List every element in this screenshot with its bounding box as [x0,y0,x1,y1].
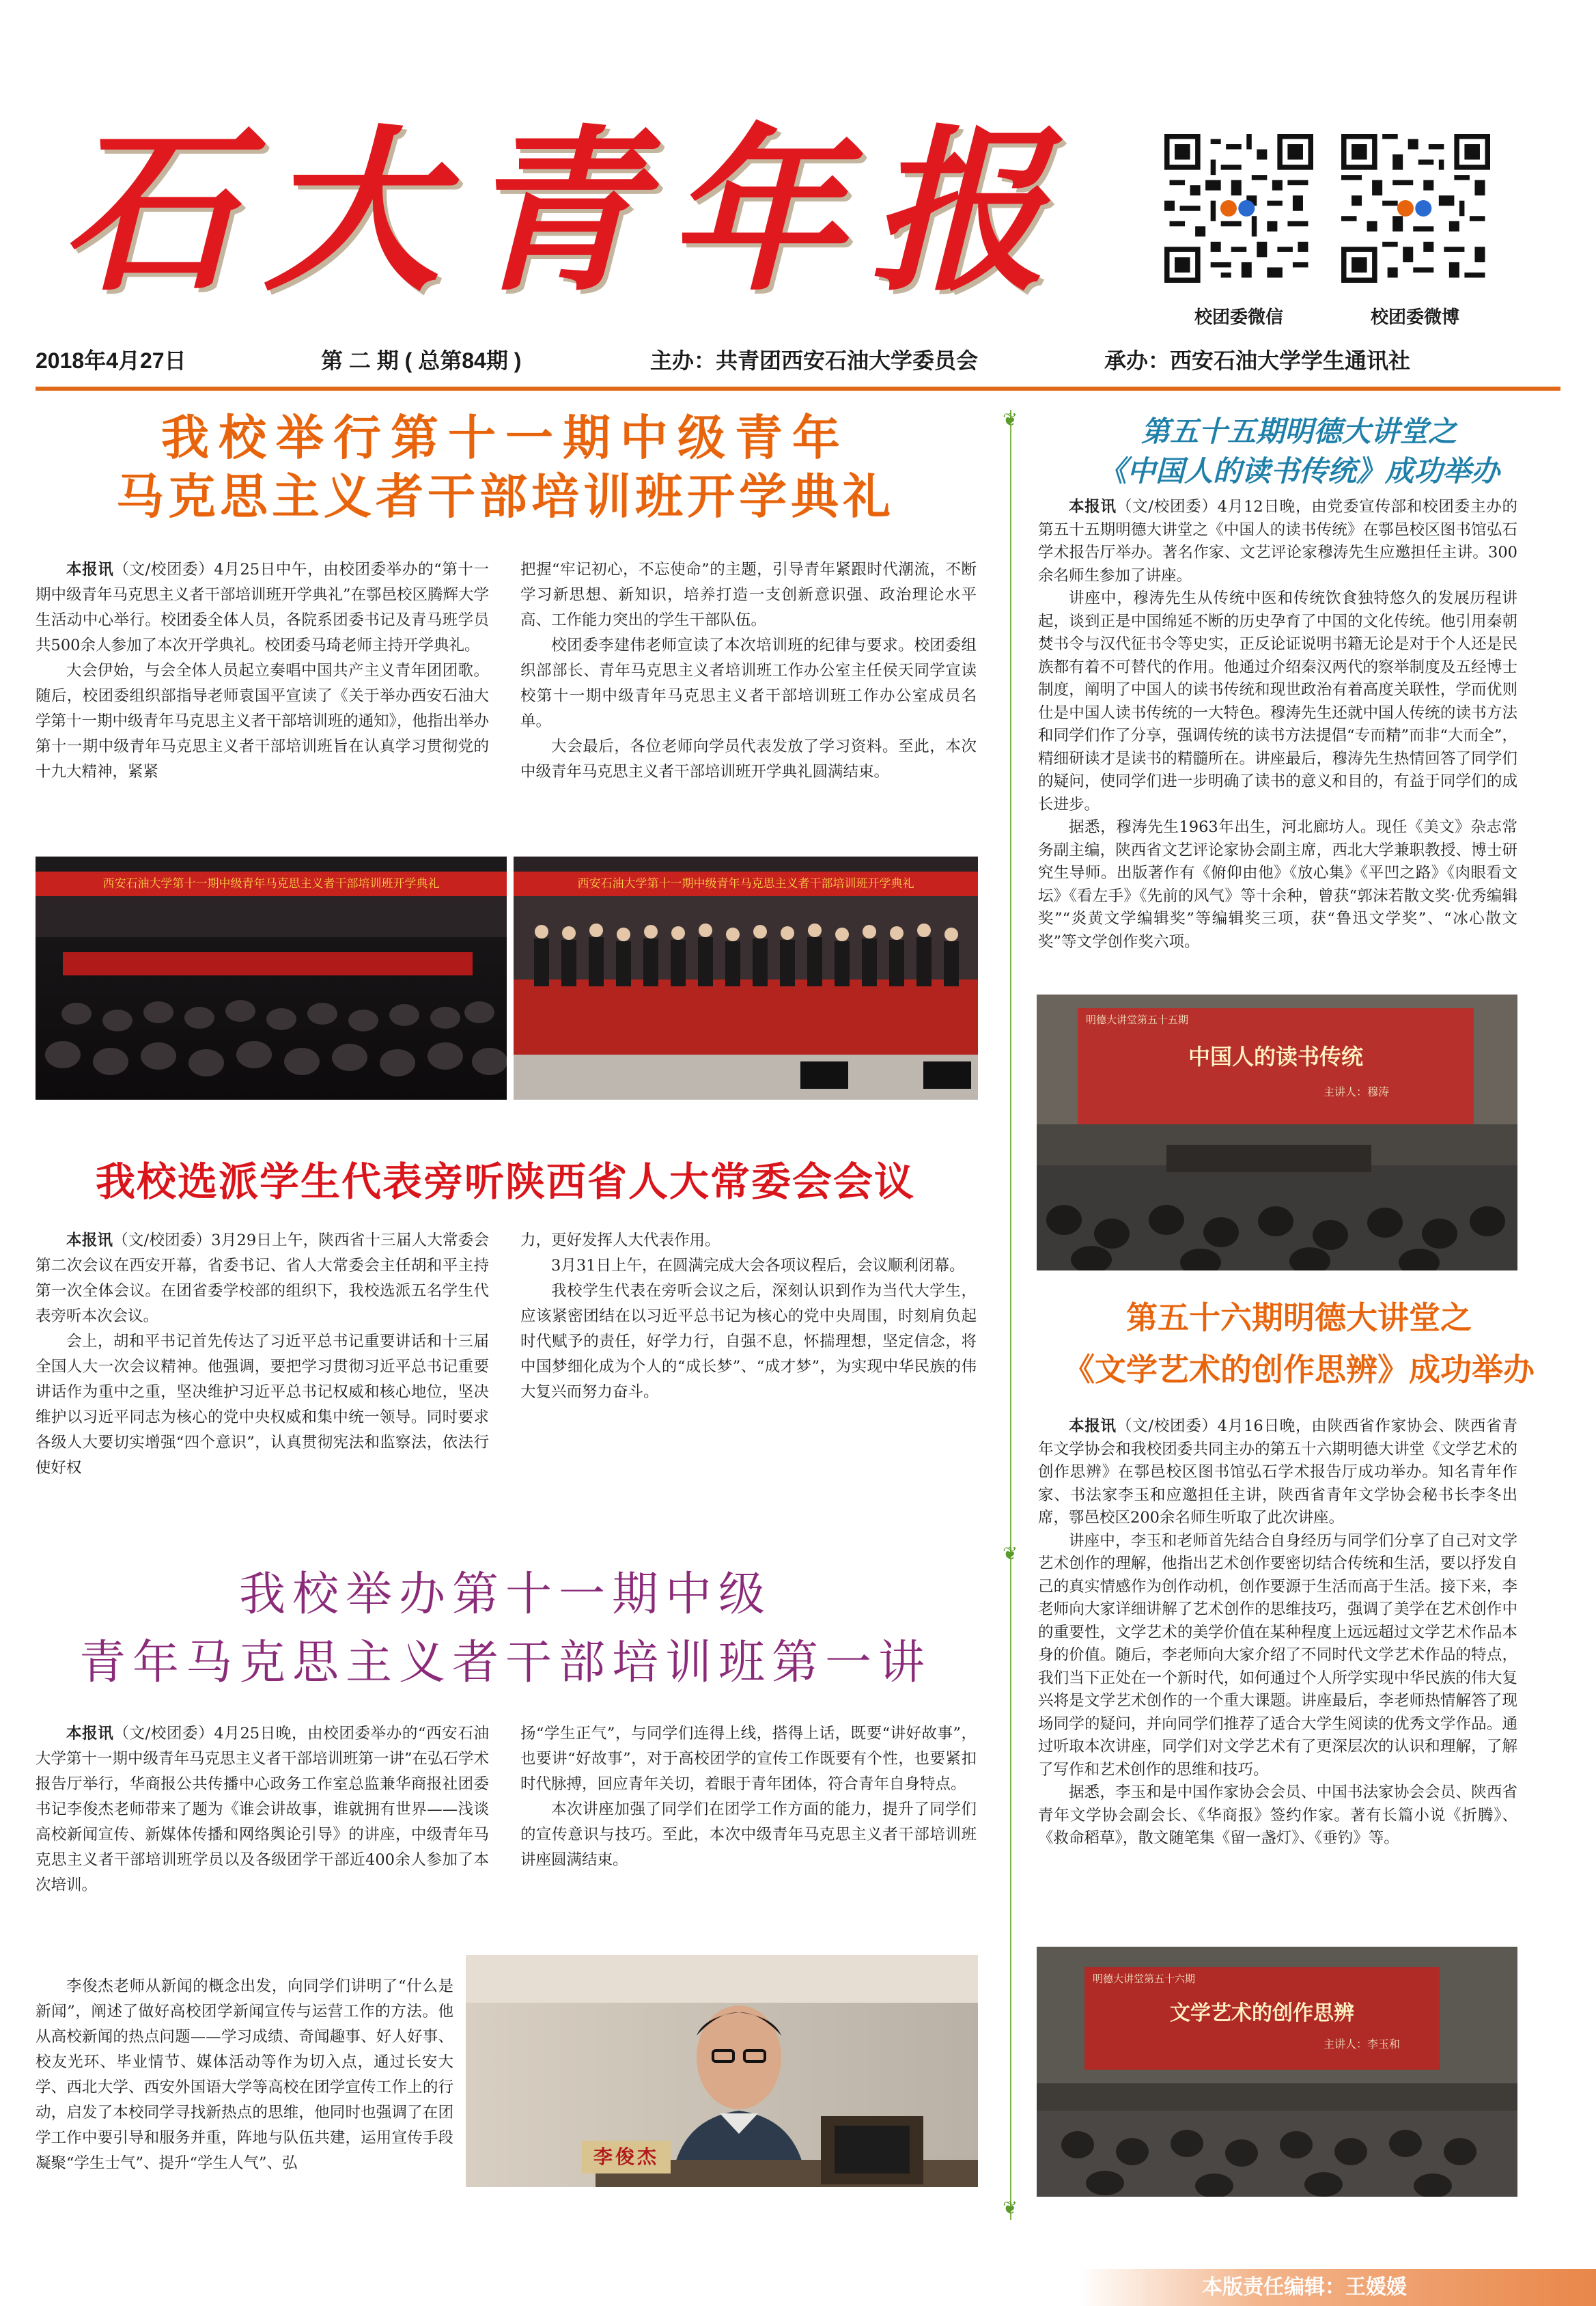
lecture-speaker-image [466,1955,978,2187]
article1-headline-line1: 我校举行第十一期中级青年 [161,410,850,466]
article2-p1 [36,1228,489,1329]
divider-line [1010,410,1011,2220]
article4-headline-line1: 第五十五期明德大讲堂之 [1140,415,1457,448]
article3-column2 [520,1721,977,1873]
article4-body [1038,496,1517,954]
article1-p3 [520,557,977,633]
article2-p3 [520,1228,977,1253]
article5-body [1038,1415,1517,1850]
lecture-hall-image [1037,995,1517,1270]
paragraph-text: 会上，胡和平书记首先传达了习近平总书记重要讲话和十三届全国人大一次会议精神。他强调，要把学习贯彻习近平总书记重要讲话作为重中之重，坚决维护习近平总书记权威和核心地位，坚决维护以习近平同志为核心的党中央权威和集中统一领导。同时要求各级人大要切实增强“四个意识”，认真贯彻宪法和监察法，依法行使好权 [36,1333,489,1477]
screen-speaker: 主讲人：穆涛 [1324,1085,1390,1098]
article5-headline-line1: 第五十六期明德大讲堂之 [1126,1299,1472,1336]
qr-code-wechat [1164,134,1313,283]
paragraph-text: 讲座中，穆涛先生从传统中医和传统饮食独特悠久的发展历程讲起，谈到正是中国绵延不断的历史孕育了中国的文化传统。他引用秦朝焚书令与汉代征书令等史实，正反论证说明书籍无论是对于个人还是民族都有着不可替代的作用。他通过介绍秦汉两代的察举制度及五经博士制度，阐明了中国人的读书传统和现世政治有着高度关联性，学而优则仕是中国人读书传统的一大特色。穆涛先生还就中国人传统的读书方法和同学们作了分享，强调传统的读书方法提倡“专而精”而非“大而全”，精细研读才是读书的精髓所在。讲座最后，穆涛先生热情回答了同学们的疑问，使同学们进一步明确了读书的意义和目的，有益于同学们的成长进步。 [1038,589,1517,814]
article3-headline-line2: 青年马克思主义者干部培训班第一讲 [79,1636,932,1690]
article3-p1 [36,1721,489,1898]
ceremony-banner-text: 西安石油大学第十一期中级青年马克思主义者干部培训班开学典礼 [102,877,440,891]
issue-number: 第 二 期 ( 总第84期 ) [321,348,522,373]
article5-headline-line2: 《文学艺术的创作思辨》成功举办 [1063,1351,1535,1388]
issue-info-bar [36,339,1562,380]
article2-headline: 我校选派学生代表旁听陕西省人大常委会会议 [95,1158,915,1205]
paragraph-text: 我校学生代表在旁听会议之后，深刻认识到作为当代大学生，应该紧密团结在以习近平总书记为核心的党中央周围，时刻肩负起时代赋予的责任，好学力行，自强不息，怀揣理想，坚定信念，将中国梦细化成为个人的“成长梦”、“成才梦”，为实现中华民族的伟大复兴而努力奋斗。 [520,1282,977,1401]
paragraph-text: 扬“学生正气”，与同学们连得上线，搭得上话，既要“讲好故事”，也要讲“好故事”，对于高校团学的宣传工作既要有个性，也要紧扣时代脉搏，回应青年关切，着眼于青年团体，符合青年自身特点。 [520,1725,977,1793]
lead-label: 本报讯 [1069,498,1117,516]
paragraph-text: 李俊杰老师从新闻的概念出发，向同学们讲明了“什么是新闻”，阐述了做好高校团学新闻宣传与运营工作的方法。他从高校新闻的热点问题——学习成绩、奇闻趣事、好人好事、校友光环、毕业情节、媒体活动等作为切入点，通过长安大学、西北大学、西安外国语大学等高校在团学宣传工作上的行动，启发了本校同学寻找新热点的思维，他同时也强调了在团学工作中要引导和服务并重，阵地与队伍共建，运用宣传手段凝聚“学生士气”、提升“学生人气”、弘 [36,1977,453,2172]
article1-p4 [520,633,977,734]
paragraph-text: 3月31日上午，在圆满完成大会各项议程后，会议顺利闭幕。 [551,1257,965,1275]
article3-p4 [520,1797,977,1873]
lead-label: 本报讯 [1069,1417,1117,1435]
paragraph-text: （文/校团委）4月16日晚，由陕西省作家协会、陕西省青年文学协会和我校团委共同主办的第五十六期明德大讲堂《文学艺术的创作思辨》在鄠邑校区图书馆弘石学术报告厅成功举办。知名青年作家、书法家李玉和应邀担任主讲，陕西省青年文学协会秘书长李冬出席，鄠邑校区200余名师生听取了此次讲座。 [1038,1417,1517,1527]
article2-p5 [520,1279,977,1405]
leaf-ornament-icon: ❦ [1003,2198,1018,2219]
masthead-title: 石大青年报 [61,108,1072,315]
page-editor: 本版责任编辑：王媛媛 [1202,2276,1407,2298]
screen-title: 中国人的读书传统 [1188,1044,1363,1070]
article3-column1 [36,1721,489,1898]
article4-headline-line2: 《中国人的读书传统》成功举办 [1097,454,1500,488]
lead-label: 本报讯 [66,1232,113,1249]
qr-wechat-label: 校团委微信 [1194,307,1283,327]
article5-p1 [1038,1415,1517,1530]
paragraph-text: 讲座中，李玉和老师首先结合自身经历与同学们分享了自己对文学艺术创作的理解，他指出艺术创作要密切结合传统和生活，要以抒发自己的真实情感作为创作动机，创作要源于生活而高于生活。接下来，李老师向大家详细讲解了艺术创作的思维技巧，强调了美学在艺术创作中的重要性，文学艺术的美学价值在某种程度上远远超过文学艺术作品本身的价值。随后，李老师向大家介绍了不同时代文学艺术作品的特点，我们当下正处在一个新时代，如何通过个人所学实现中华民族的伟大复兴将是文学艺术创作的一个重大课题。讲座最后，李老师热情解答了现场同学的疑问，并向同学们推荐了适合大学生阅读的优秀文学作品。通过听取本次讲座，同学们对文学艺术有了更深层次的认识和理解，了解了写作和艺术创作的思维和技巧。 [1038,1531,1517,1779]
lead-label: 本报讯 [66,561,114,579]
screen-speaker: 主讲人：李玉和 [1324,2038,1401,2051]
qr-code-icon [1341,134,1490,283]
article1-column2 [520,557,977,785]
article1-column1 [36,557,489,785]
paragraph-text: （文/校团委）4月25日晚，由校团委举办的“西安石油大学第十一期中级青年马克思主义者干部培训班第一讲”在弘石学术报告厅举行，华商报公共传播中心政务工作室总监兼华商报社团委书记李俊杰老师带来了题为《谁会讲故事，谁就拥有世界——浅谈高校新闻宣传、新媒体传播和网络舆论引导》的讲座，中级青年马克思主义者干部培训班学员以及各级团学干部近400余人参加了本次培训。 [36,1725,490,1894]
paragraph-text: 大会最后，各位老师向学员代表发放了学习资料。至此，本次中级青年马克思主义者干部培训班开学典礼圆满结束。 [520,738,977,781]
screen-title: 文学艺术的创作思辨 [1170,2001,1354,2025]
column-divider [1003,410,1018,2220]
article1-p1 [36,557,489,658]
speaker-nameplate: 李俊杰 [593,2145,659,2168]
ceremony-stage-banner-text: 西安石油大学第十一期中级青年马克思主义者干部培训班开学典礼 [577,877,914,891]
screen-small-caption: 明德大讲堂第五十六期 [1093,1973,1196,1985]
article2-column2 [520,1228,977,1405]
leaf-ornament-icon: ❦ [1003,1544,1018,1564]
paragraph-text: 校团委李建伟老师宣读了本次培训班的纪律与要求。校团委组织部部长、青年马克思主义者培训班工作办公室主任侯天同学宣读校第十一期中级青年马克思主义者干部培训班工作办公室成员名单。 [520,637,977,730]
issue-date: 2018年4月27日 [36,348,186,373]
article5-p3 [1038,1781,1517,1850]
paragraph-text: 据悉，穆涛先生1963年出生，河北廊坊人。现任《美文》杂志常务副主编，陕西省文艺评论家协会副主席，西北大学兼职教授、博士研究生导师。出版著作有《俯仰由他》《放心集》《平凹之路》《肉眼看文坛》《看左手》《先前的风气》等十余种，曾获“郭沫若散文奖·优秀编辑奖”“炎黄文学编辑奖”等编辑奖三项，获“鲁迅文学奖”、“冰心散文奖”等文学创作奖六项。 [1038,818,1517,951]
paragraph-text: 把握“牢记初心，不忘使命”的主题，引导青年紧跟时代潮流，不断学习新思想、新知识，培养打造一支创新意识强、政治理论水平高、工作能力突出的学生干部队伍。 [520,561,977,629]
paragraph-text: 据悉，李玉和是中国作家协会会员、中国书法家协会会员、陕西省青年文学协会副会长、《华商报》签约作家。著有长篇小说《折腾》、《救命稻草》，散文随笔集《留一盏灯》、《垂钓》等。 [1038,1783,1517,1847]
screen-small-caption: 明德大讲堂第五十五期 [1086,1014,1189,1026]
article3-p2 [36,1974,453,2176]
article1-headline-line2: 马克思主义者干部培训班开学典礼 [116,469,895,525]
lecture-speaker-photo [466,1955,978,2187]
qr-code-icon [1164,134,1313,283]
article2-p4 [520,1253,977,1279]
article3-p3 [520,1721,977,1797]
ceremony-audience-photo [36,857,507,1100]
article4-p2 [1038,587,1517,816]
article1-p2 [36,658,489,785]
lead-label: 本报讯 [66,1725,114,1742]
article4-p3 [1038,816,1517,954]
article4-p1 [1038,496,1517,587]
paragraph-text: （文/校团委）4月25日中午，由校团委举办的“第十一期中级青年马克思主义者干部培训班开学典礼”在鄠邑校区腾辉大学生活动中心举行。校团委全体人员，各院系团委书记及青马班学员共500余人参加了本次开学典礼。校团委马琦老师主持开学典礼。 [36,561,490,654]
article3-headline-line1: 我校举办第十一期中级 [238,1568,772,1622]
paragraph-text: （文/校团委）3月29日上午，陕西省十三届人大常委会第二次会议在西安开幕，省委书记、省人大常委会主任胡和平主持第一次全体会议。在团省委学校部的组织下，我校选派五名学生代表旁听本次会议。 [36,1232,489,1325]
sponsor: 主办：共青团西安石油大学委员会 [650,348,979,373]
paragraph-text: 本次讲座加强了同学们在团学工作方面的能力，提升了同学们的宣传意识与技巧。至此，本次中级青年马克思主义者干部培训班讲座圆满结束。 [520,1801,977,1869]
paragraph-text: 力，更好发挥人大代表作用。 [520,1232,720,1249]
paragraph-text: （文/校团委）4月12日晚，由党委宣传部和校团委主办的第五十五期明德大讲堂之《中国人的读书传统》在鄠邑校区图书馆弘石学术报告厅举办。著名作家、文艺评论家穆涛先生应邀担任主讲。300余名师生参加了讲座。 [1038,498,1517,585]
article2-p2 [36,1329,489,1481]
paragraph-text: 大会伊始，与会全体人员起立奏唱中国共产主义青年团团歌。随后，校团委组织部指导老师袁国平宣读了《关于举办西安石油大学第十一期中级青年马克思主义者干部培训班的通知》，他指出举办第十一期中级青年马克思主义者干部培训班旨在认真学习贯彻党的十九大精神，紧紧 [36,662,489,781]
article2-column1 [36,1228,489,1481]
lecture-hall-photo-55 [1037,995,1517,1270]
article1-p5 [520,734,977,785]
organizer: 承办：西安石油大学学生通讯社 [1104,348,1411,373]
qr-weibo-label: 校团委微博 [1370,307,1459,327]
article3-column1b [36,1974,453,2176]
qr-code-weibo [1341,134,1490,283]
article5-p2 [1038,1530,1517,1782]
leaf-ornament-icon: ❦ [1003,410,1018,430]
ceremony-stage-photo [514,857,978,1100]
lecture-hall-photo-56 [1037,1947,1517,2197]
header-rule [36,387,1560,391]
